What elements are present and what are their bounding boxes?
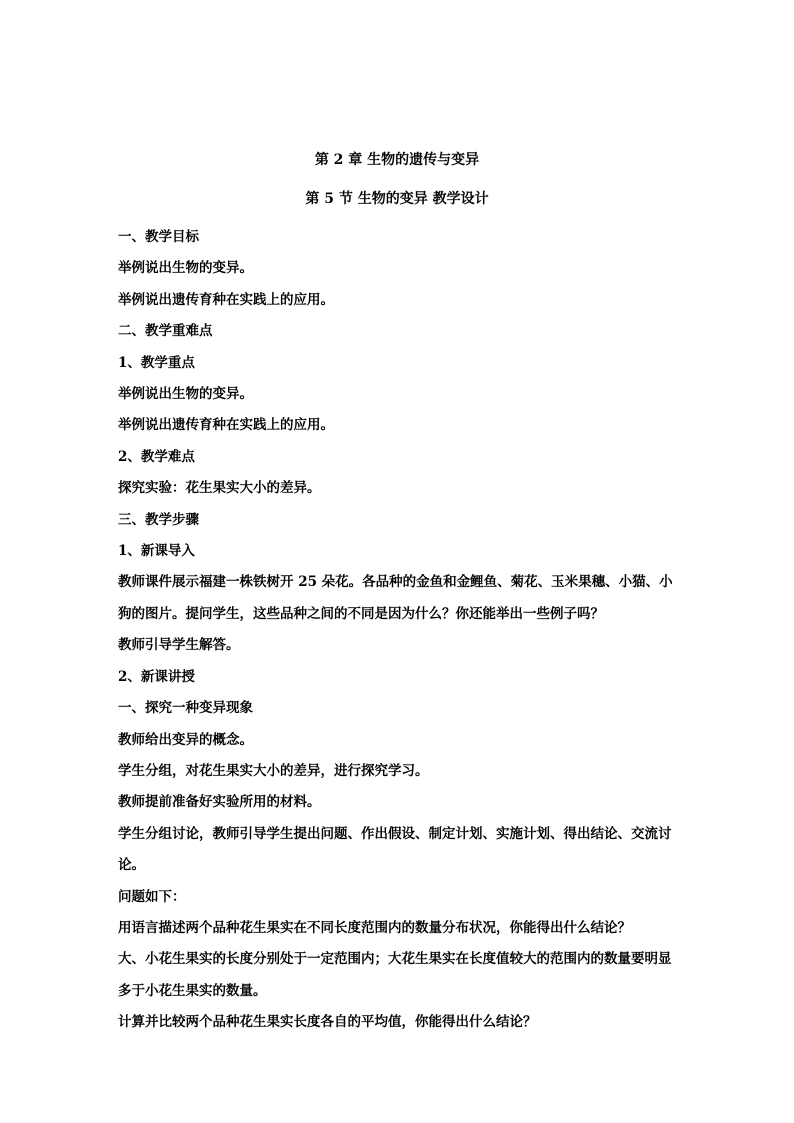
subheading-key-points: 1、教学重点 — [118, 354, 195, 371]
paragraph: 学生分组讨论，教师引导学生提出问题、作出假设、制定计划、实施计划、得出结论、交流讨论。 — [118, 825, 672, 874]
paragraph: 用语言描述两个品种花生果实在不同长度范围内的数量分布状况，你能得出什么结论？ — [118, 919, 631, 936]
paragraph: 探究实验：花生果实大小的差异。 — [118, 480, 321, 497]
document-body — [118, 222, 678, 1039]
paragraph: 教师引导学生解答。 — [118, 637, 240, 654]
heading-teaching-goals: 一、教学目标 — [118, 229, 199, 245]
paragraph: 大、小花生果实的长度分别处于一定范围内；大花生果实在长度值较大的范围内的数量要明显多于小花生果实的数量。 — [118, 951, 672, 999]
heading-key-difficult-points: 二、教学重难点 — [118, 323, 213, 340]
section-title: 第 5 节 生物的变异 教学设计 — [305, 191, 489, 207]
paragraph: 举例说出生物的变异。 — [118, 386, 253, 403]
paragraph: 教师提前准备好实验所用的材料。 — [118, 794, 321, 811]
paragraph: 举例说出遗传育种在实践上的应用。 — [118, 291, 334, 308]
paragraph: 举例说出生物的变异。 — [118, 260, 253, 277]
paragraph: 教师课件展示福建一株铁树开 25 朵花。各品种的金鱼和金鲤鱼、菊花、玉米果穗、小猫、小狗的图片。提问学生，这些品种之间的不同是因为什么？你还能举出一些例子吗？ — [118, 574, 673, 622]
paragraph: 问题如下： — [118, 888, 186, 905]
paragraph: 学生分组，对花生果实大小的差异，进行探究学习。 — [118, 762, 429, 779]
paragraph: 计算并比较两个品种花生果实长度各自的平均值，你能得出什么结论？ — [118, 1014, 537, 1031]
subheading-explore-variation: 一、探究一种变异现象 — [118, 700, 253, 717]
chapter-title: 第 2 章 生物的遗传与变异 — [314, 152, 480, 168]
paragraph: 举例说出遗传育种在实践上的应用。 — [118, 417, 334, 434]
heading-teaching-steps: 三、教学步骤 — [118, 511, 199, 528]
subheading-new-lesson: 2、新课讲授 — [118, 668, 195, 685]
subheading-introduction: 1、新课导入 — [118, 543, 195, 560]
subheading-difficult-points: 2、教学难点 — [118, 448, 195, 465]
paragraph: 教师给出变异的概念。 — [118, 731, 253, 748]
